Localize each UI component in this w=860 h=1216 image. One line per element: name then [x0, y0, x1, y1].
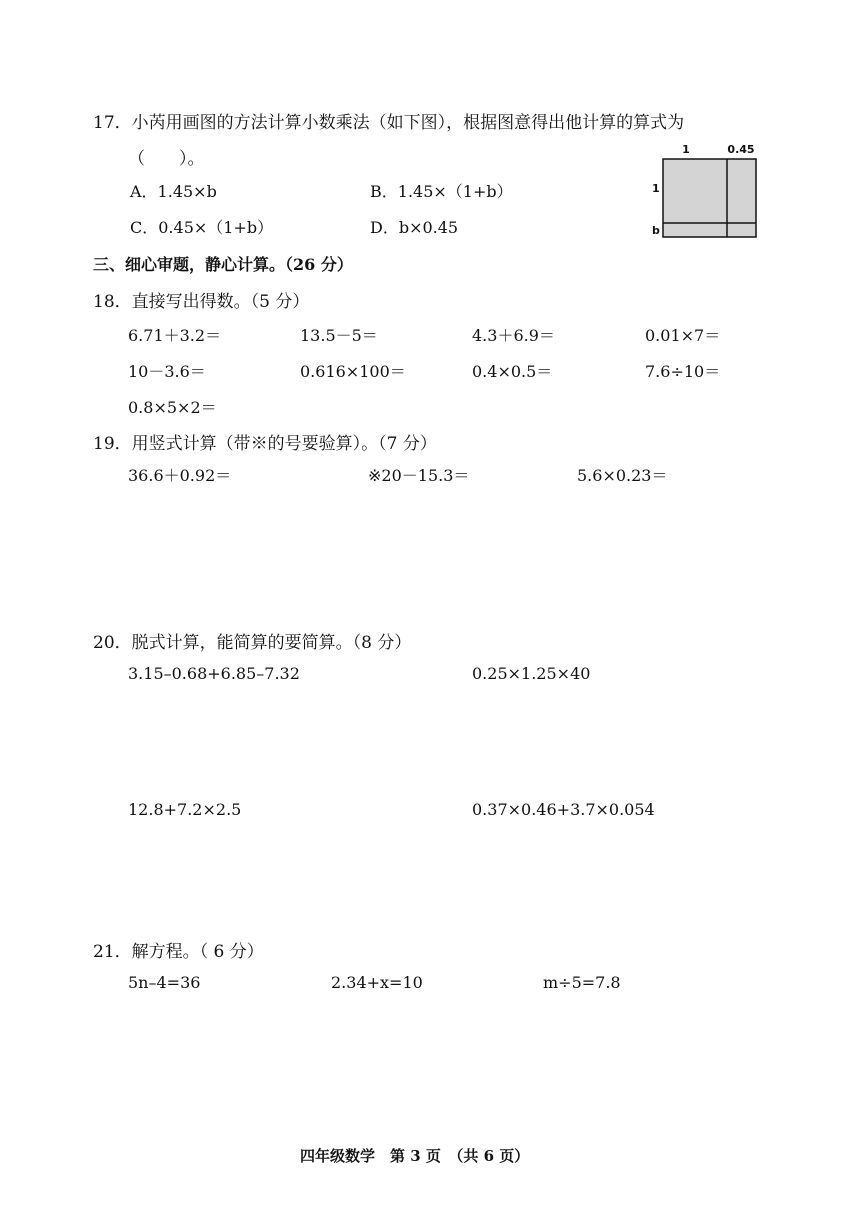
q19-item: 5.6×0.23＝: [577, 466, 668, 485]
diagram-label-top-left: 1: [682, 143, 690, 156]
q18-item: 10－3.6＝: [128, 362, 206, 381]
q21-item: m÷5=7.8: [543, 973, 621, 992]
q17-answer-blank: （ ）。: [128, 149, 205, 169]
q20-item: 0.25×1.25×40: [472, 664, 591, 683]
q18-item: 6.71＋3.2＝: [128, 326, 222, 345]
q18-item: 4.3＋6.9＝: [472, 326, 555, 345]
q21-title: 21．解方程。（ 6 分）: [93, 942, 264, 962]
q19-item: ※20－15.3＝: [368, 466, 470, 485]
q19-title: 19．用竖式计算（带※的号要验算）。（7 分）: [93, 434, 437, 454]
q18-item: 0.616×100＝: [300, 362, 406, 381]
q21-item: 5n–4=36: [128, 973, 201, 992]
q17-option-d: D．b×0.45: [370, 218, 459, 237]
area-model-diagram: [648, 141, 768, 241]
diagram-outer-rect: [663, 159, 756, 237]
q21-item: 2.34+x=10: [331, 973, 423, 992]
q18-item: 13.5－5＝: [300, 326, 378, 345]
q17-option-b: B．1.45×（1+b）: [370, 182, 513, 201]
q18-item: 0.4×0.5＝: [472, 362, 553, 381]
q17-option-a: A．1.45×b: [130, 182, 217, 201]
page-footer: 四年级数学 第 3 页 （共 6 页）: [300, 1147, 530, 1165]
q17-option-c: C．0.45×（1+b）: [130, 218, 274, 237]
q20-item: 0.37×0.46+3.7×0.054: [472, 800, 655, 819]
q18-item: 0.01×7＝: [645, 326, 721, 345]
q19-item: 36.6＋0.92＝: [128, 466, 232, 485]
q20-item: 12.8+7.2×2.5: [128, 800, 242, 819]
section-3-title: 三、细心审题，静心计算。（26 分）: [93, 255, 353, 274]
diagram-label-side-bottom: b: [652, 224, 660, 237]
q20-title: 20．脱式计算，能简算的要简算。（8 分）: [93, 633, 412, 653]
q18-item: 7.6÷10＝: [645, 362, 721, 381]
diagram-label-top-right: 0.45: [727, 143, 755, 156]
q18-item: 0.8×5×2＝: [128, 398, 217, 417]
q20-item: 3.15–0.68+6.85–7.32: [128, 664, 300, 683]
diagram-label-side-top: 1: [652, 182, 660, 195]
q17-stem: 17．小芮用画图的方法计算小数乘法（如下图），根据图意得出他计算的算式为: [93, 113, 685, 133]
q18-title: 18．直接写出得数。（5 分）: [93, 292, 310, 312]
